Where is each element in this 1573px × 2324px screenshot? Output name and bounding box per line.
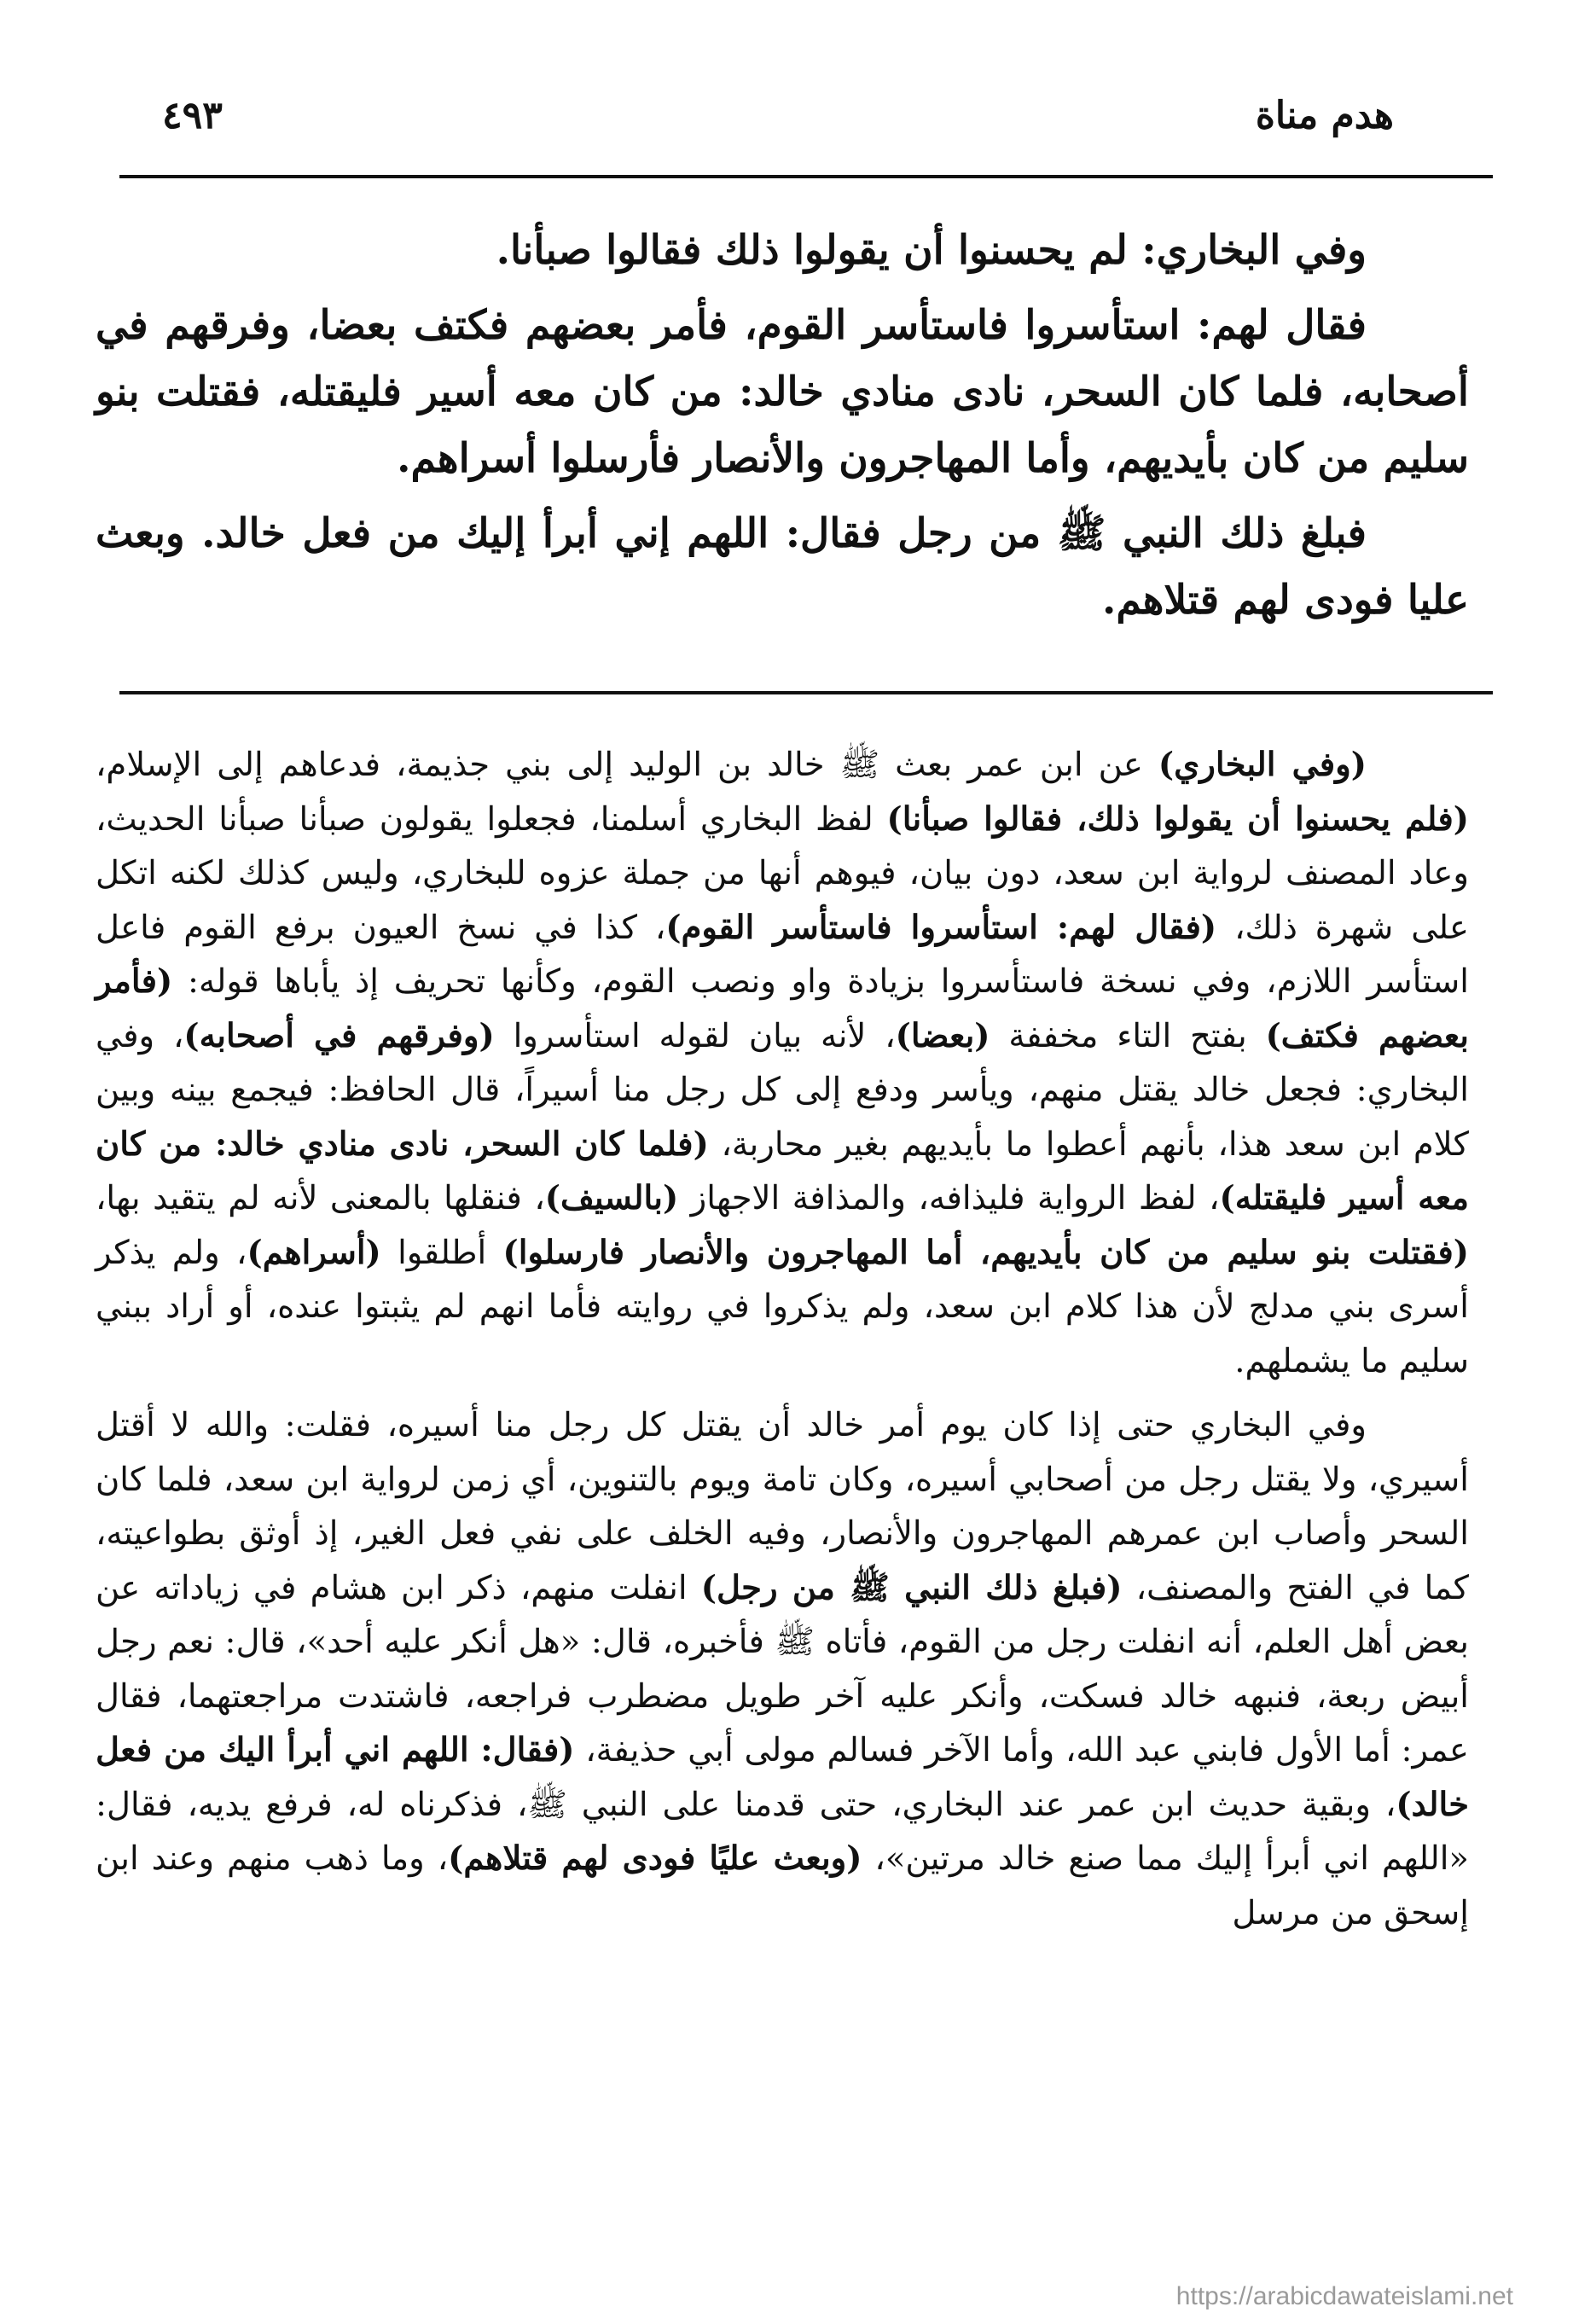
quoted-text: (فقال لهم: استأسروا فاستأسر القوم) (665, 908, 1217, 947)
header-divider (119, 175, 1493, 178)
commentary-text: ، لأنه بيان لقوله استأسروا (494, 1016, 896, 1055)
commentary-text: ، وبقية حديث ابن عمر عند البخاري، حتى قدمنا على النبي ﷺ، فذكرناه له، فرفع يديه، فقال: «اللهم اني أبرأ إليك مما صنع خالد مرتين»، (96, 1785, 1469, 1878)
quoted-text: (فبلغ ذلك النبي ﷺ من رجل) (700, 1568, 1123, 1607)
quoted-text: (وبعث عليًا فودى لهم قتلاهم) (448, 1839, 862, 1878)
main-paragraph: فقال لهم: استأسروا فاستأسر القوم، فأمر بعضهم فكتف بعضا، وفرقهم في أصحابه، فلما كان السحر، نادى منادي خالد: من كان معه أسير فليقتله، فقتلت بنو سليم من كان بأيديهم، وأما المهاجرون والأنصار فأرسلوا أسراهم. (96, 302, 1469, 482)
quoted-text: (وفرقهم في أصحابه) (183, 1016, 495, 1055)
commentary-text: انفلت منهم، ذكر ابن هشام في زياداته عن بعض أهل العلم، أنه انفلت رجل من القوم، فأتاه ﷺ فأخبره، قال: «هل أنكر عليه أحد»، قال: نعم رجل أبيض ربعة، فنبهه خالد فسكت، وأنكر عليه آخر طويل مضطرب فراجعه، فاشتدت مراجعتهما، فقال عمر: أما الأول فابني عبد الله، وأما الآخر فسالم مولى أبي حذيفة، (96, 1568, 1469, 1769)
commentary-text: ، وفي البخاري: فجعل خالد يقتل منهم، ويأسر ودفع إلى كل رجل منا أسيراً، قال الحافظ: فيجمع بينه وبين كلام ابن سعد هذا، بأنهم أعطوا ما بأيديهم بغير محاربة، (96, 1016, 1469, 1164)
commentary-text: أطلقوا (380, 1233, 503, 1272)
commentary-text: عن ابن عمر بعث ﷺ خالد بن الوليد إلى بني جذيمة، فدعاهم إلى الإسلام، (96, 746, 1158, 784)
running-title: هدم مناة (1255, 94, 1394, 137)
commentary-text: ، ولم يذكر أسرى بني مدلج لأن هذا كلام ابن سعد، ولم يذكروا في روايته فأما انهم لم يثبتوا عنده، أو أراد ببني سليم ما يشملهم. (96, 1233, 1469, 1380)
quoted-text: (أسراهم) (247, 1233, 381, 1272)
quoted-text: (فأمر بعضهم فكتف) (96, 962, 1469, 1055)
quoted-text: (فقال: اللهم اني أبرأ اليك من فعل خالد) (96, 1731, 1469, 1824)
quoted-text: (فلما كان السحر، نادى منادي خالد: من كان معه أسير فليقتله) (96, 1124, 1469, 1217)
quoted-text: (فقتلت بنو سليم من كان بأيديهم، أما المهاجرون والأنصار فارسلوا) (502, 1233, 1470, 1272)
commentary (96, 738, 1469, 1950)
watermark-url: https://arabicdawateislami.net (1175, 2282, 1513, 2310)
quoted-text: (فلم يحسنوا أن يقولوا ذلك، فقالوا صبأنا) (886, 799, 1469, 839)
commentary-text: وفي البخاري حتى إذا كان يوم أمر خالد أن يقتل كل رجل منا أسيره، فقلت: والله لا أقتل أسيري، ولا يقتل رجل من أصحابي أسيره، وكان تامة ويوم بالتنوين، أي زمن لرواية ابن سعد، فلما كان السحر وأصاب ابن عمرهم المهاجرون والأنصار، وفيه الخلف على نفي فعل الغير، إذ أوثق بطواعيته، كما في الفتح والمصنف، (96, 1406, 1469, 1607)
main-paragraph: فبلغ ذلك النبي ﷺ من رجل فقال: اللهم إني أبرأ إليك من فعل خالد. وبعث عليا فودى لهم قتلاهم. (96, 510, 1469, 624)
commentary-text: ، فنقلها بالمعنى لأنه لم يتقيد بها، (96, 1179, 545, 1217)
main-paragraph: وفي البخاري: لم يحسنوا أن يقولوا ذلك فقالوا صبأنا. (496, 227, 1367, 274)
quoted-text: (بالسيف) (544, 1179, 679, 1217)
quoted-text: (بعضا) (895, 1016, 990, 1055)
commentary-paragraph (96, 738, 1469, 1388)
commentary-text: ، وما ذهب منهم وعند ابن إسحق من مرسل (96, 1839, 1469, 1932)
commentary-paragraph (96, 1398, 1469, 1940)
commentary-text: ، كذا في نسخ العيون برفع القوم فاعل استأسر اللازم، وفي نسخة فاستأسروا بزيادة واو ونصب القوم، وكأنها تحريف إذ يأباها قوله: (96, 908, 1469, 1001)
commentary-text: بفتح التاء مخففة (990, 1016, 1266, 1055)
page-header (162, 94, 1394, 154)
page-number: ٤٩٣ (162, 94, 223, 137)
quoted-text: (وفي البخاري) (1158, 746, 1367, 784)
commentary-text: ، لفظ الرواية فليذافه، والمذافة الاجهاز (678, 1179, 1220, 1217)
main-text (96, 218, 1469, 642)
text-commentary-divider (119, 691, 1493, 694)
commentary-text: لفظ البخاري أسلمنا، فجعلوا يقولون صبأنا صبأنا الحديث، وعاد المصنف لرواية ابن سعد، دون بيان، فيوهم أنها من جملة عزوه للبخاري، وليس كذلك لكنه اتكل على شهرة ذلك، (96, 799, 1469, 947)
